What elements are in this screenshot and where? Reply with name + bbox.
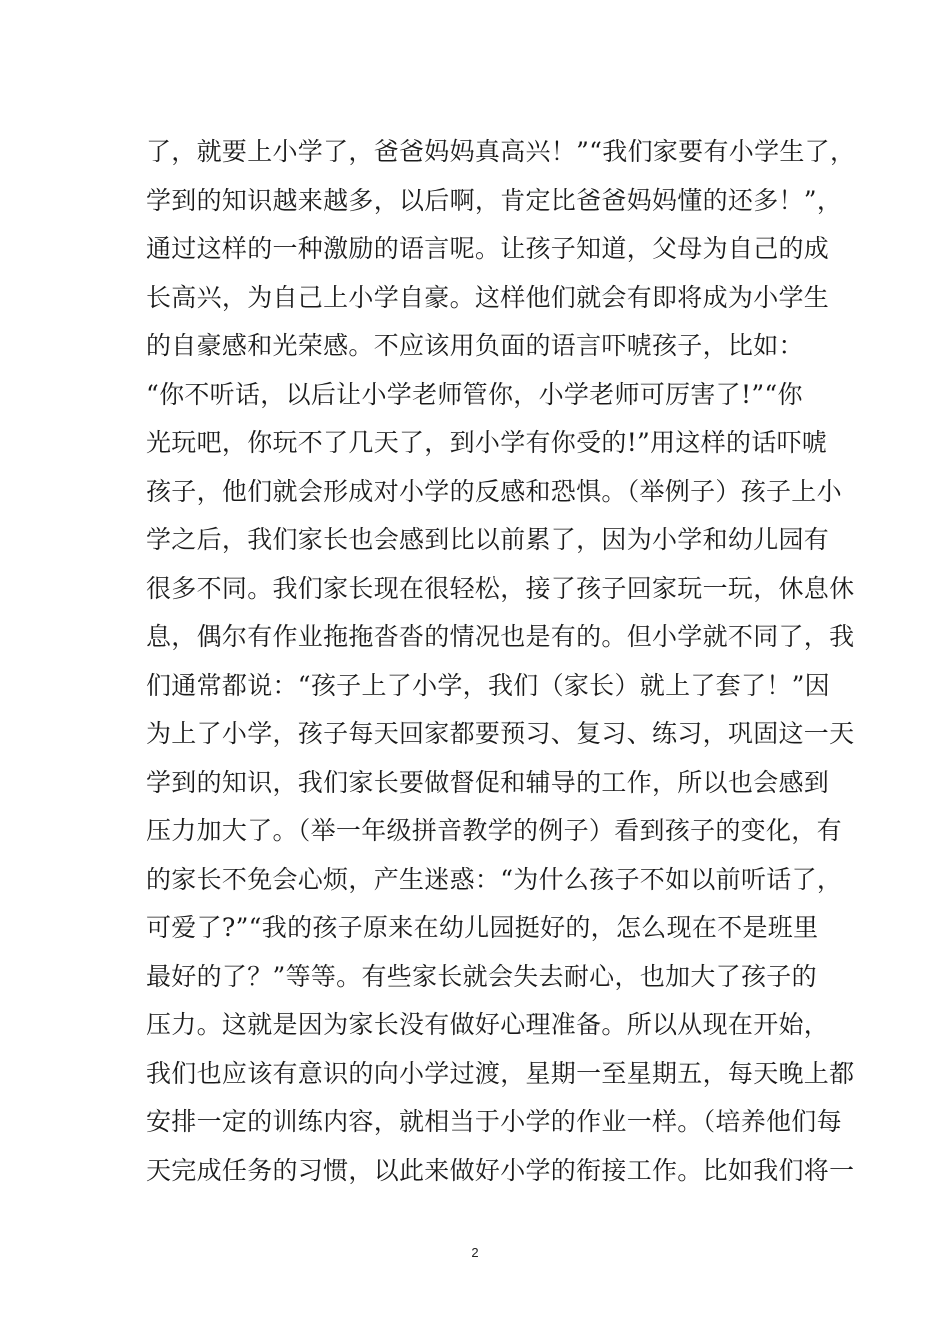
text-line: 为上了小学，孩子每天回家都要预习、复习、练习，巩固这一天: [146, 719, 855, 748]
text-line: 通过这样的一种激励的语言呢。让孩子知道，父母为自己的成: [146, 234, 830, 263]
text-line: 了，就要上小学了，爸爸妈妈真高兴！”“我们家要有小学生了，: [146, 137, 856, 166]
text-line: 压力。这就是因为家长没有做好心理准备。所以从现在开始，: [146, 1010, 830, 1039]
page-number: 2: [471, 1245, 479, 1260]
text-line: 息，偶尔有作业拖拖沓沓的情况也是有的。但小学就不同了，我: [146, 622, 855, 651]
text-line: 我们也应该有意识的向小学过渡，星期一至星期五，每天晚上都: [146, 1058, 855, 1088]
text-line: 天完成任务的习惯，以此来做好小学的衔接工作。比如我们将一: [146, 1155, 855, 1185]
text-line: 压力加大了。（举一年级拼音教学的例子）看到孩子的变化，有: [146, 816, 842, 845]
text-line: 学到的知识，我们家长要做督促和辅导的工作，所以也会感到: [146, 767, 830, 797]
text-line: 学之后，我们家长也会感到比以前累了，因为小学和幼儿园有: [146, 525, 830, 554]
text-line: 们通常都说：“孩子上了小学，我们（家长）就上了套了！”因: [146, 670, 830, 700]
text-line: 的自豪感和光荣感。不应该用负面的语言吓唬孩子，比如：: [146, 331, 804, 360]
text-line: 最好的了？”等等。有些家长就会失去耐心，也加大了孩子的: [146, 961, 817, 991]
text-line: 孩子，他们就会形成对小学的反感和恐惧。（举例子）孩子上小: [146, 476, 842, 506]
text-line: 光玩吧，你玩不了几天了，到小学有你受的!”用这样的话吓唬: [146, 428, 828, 457]
text-line: 学到的知识越来越多，以后啊，肯定比爸爸妈妈懂的还多！”，: [146, 185, 843, 215]
text-line: “你不听话，以后让小学老师管你，小学老师可厉害了!”“你: [146, 379, 803, 409]
text-line: 很多不同。我们家长现在很轻松，接了孩子回家玩一玩，休息休: [146, 573, 855, 603]
text-line: 的家长不免会心烦，产生迷惑：“为什么孩子不如以前听话了，: [146, 864, 843, 894]
text-line: 可爱了?”“我的孩子原来在幼儿园挺好的，怎么现在不是班里: [146, 913, 819, 942]
body-text: [146, 128, 866, 1195]
text-line: 安排一定的训练内容，就相当于小学的作业一样。（培养他们每: [146, 1107, 842, 1136]
text-line: 长高兴，为自己上小学自豪。这样他们就会有即将成为小学生: [146, 282, 830, 312]
